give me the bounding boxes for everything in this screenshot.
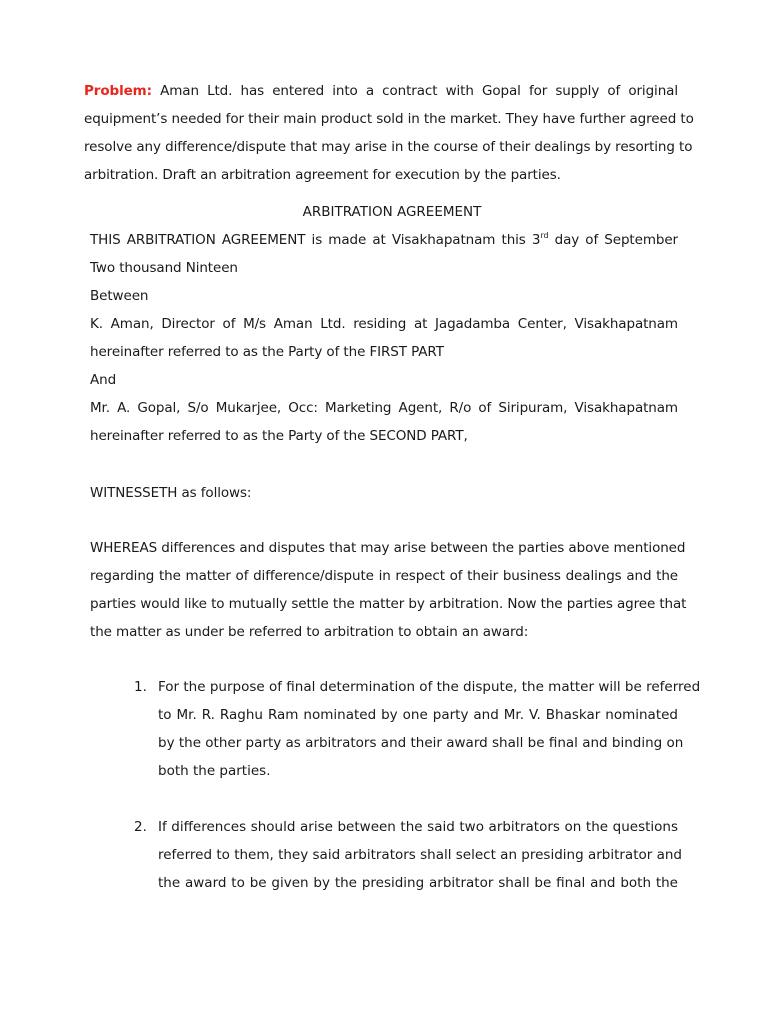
between-label: Between — [90, 288, 149, 304]
intro-part-1: THIS ARBITRATION AGREEMENT is made at Visakhapatnam this 3 — [90, 232, 541, 248]
intro-date-suffix: rd — [540, 231, 549, 240]
witnesseth-heading: WITNESSETH as follows: — [90, 485, 252, 501]
item-2-line-3: the award to be given by the presiding arbitrator shall be final and both the — [158, 875, 678, 891]
item-1-line-3: by the other party as arbitrators and their award shall be final and binding on — [158, 735, 684, 751]
problem-line-2: equipment’s needed for their main product sold in the market. They have further agreed to — [84, 111, 694, 127]
problem-text-1: Aman Ltd. has entered into a contract with Gopal for supply of original — [160, 83, 678, 99]
agreement-intro-line-2: Two thousand Ninteen — [90, 260, 238, 276]
party2-line-1: Mr. A. Gopal, S/o Mukarjee, Occ: Marketing Agent, R/o of Siripuram, Visakhapatnam — [90, 400, 678, 416]
problem-line-3: resolve any difference/dispute that may arise in the course of their dealings by resorting to — [84, 139, 693, 155]
problem-line-1 — [84, 82, 678, 100]
item-1-number: 1. — [134, 679, 147, 695]
item-2-line-2: referred to them, they said arbitrators shall select an presiding arbitrator and — [158, 847, 683, 863]
party1-line-2: hereinafter referred to as the Party of the FIRST PART — [90, 344, 444, 360]
item-1-line-4: both the parties. — [158, 763, 271, 779]
item-2-line-1: If differences should arise between the said two arbitrators on the questions — [158, 819, 678, 835]
whereas-line-4: the matter as under be referred to arbitration to obtain an award: — [90, 624, 529, 640]
item-1-line-1: For the purpose of final determination of the dispute, the matter will be referred — [158, 679, 701, 695]
agreement-title: ARBITRATION AGREEMENT — [302, 204, 482, 220]
whereas-line-1: WHEREAS differences and disputes that may arise between the parties above mentioned — [90, 540, 686, 556]
item-1-line-2: to Mr. R. Raghu Ram nominated by one party and Mr. V. Bhaskar nominated — [158, 707, 678, 723]
intro-part-2: day of September — [548, 232, 678, 248]
whereas-line-2: regarding the matter of difference/dispute in respect of their business dealings and the — [90, 568, 678, 584]
problem-line-4: arbitration. Draft an arbitration agreement for execution by the parties. — [84, 167, 561, 183]
party2-line-2: hereinafter referred to as the Party of the SECOND PART, — [90, 428, 468, 444]
and-label: And — [90, 372, 117, 388]
agreement-intro-line-1 — [90, 231, 678, 249]
party1-line-1: K. Aman, Director of M/s Aman Ltd. residing at Jagadamba Center, Visakhapatnam — [90, 316, 678, 332]
problem-label: Problem: — [84, 83, 152, 99]
whereas-line-3: parties would like to mutually settle the matter by arbitration. Now the parties agree that — [90, 596, 687, 612]
item-2-number: 2. — [134, 819, 147, 835]
